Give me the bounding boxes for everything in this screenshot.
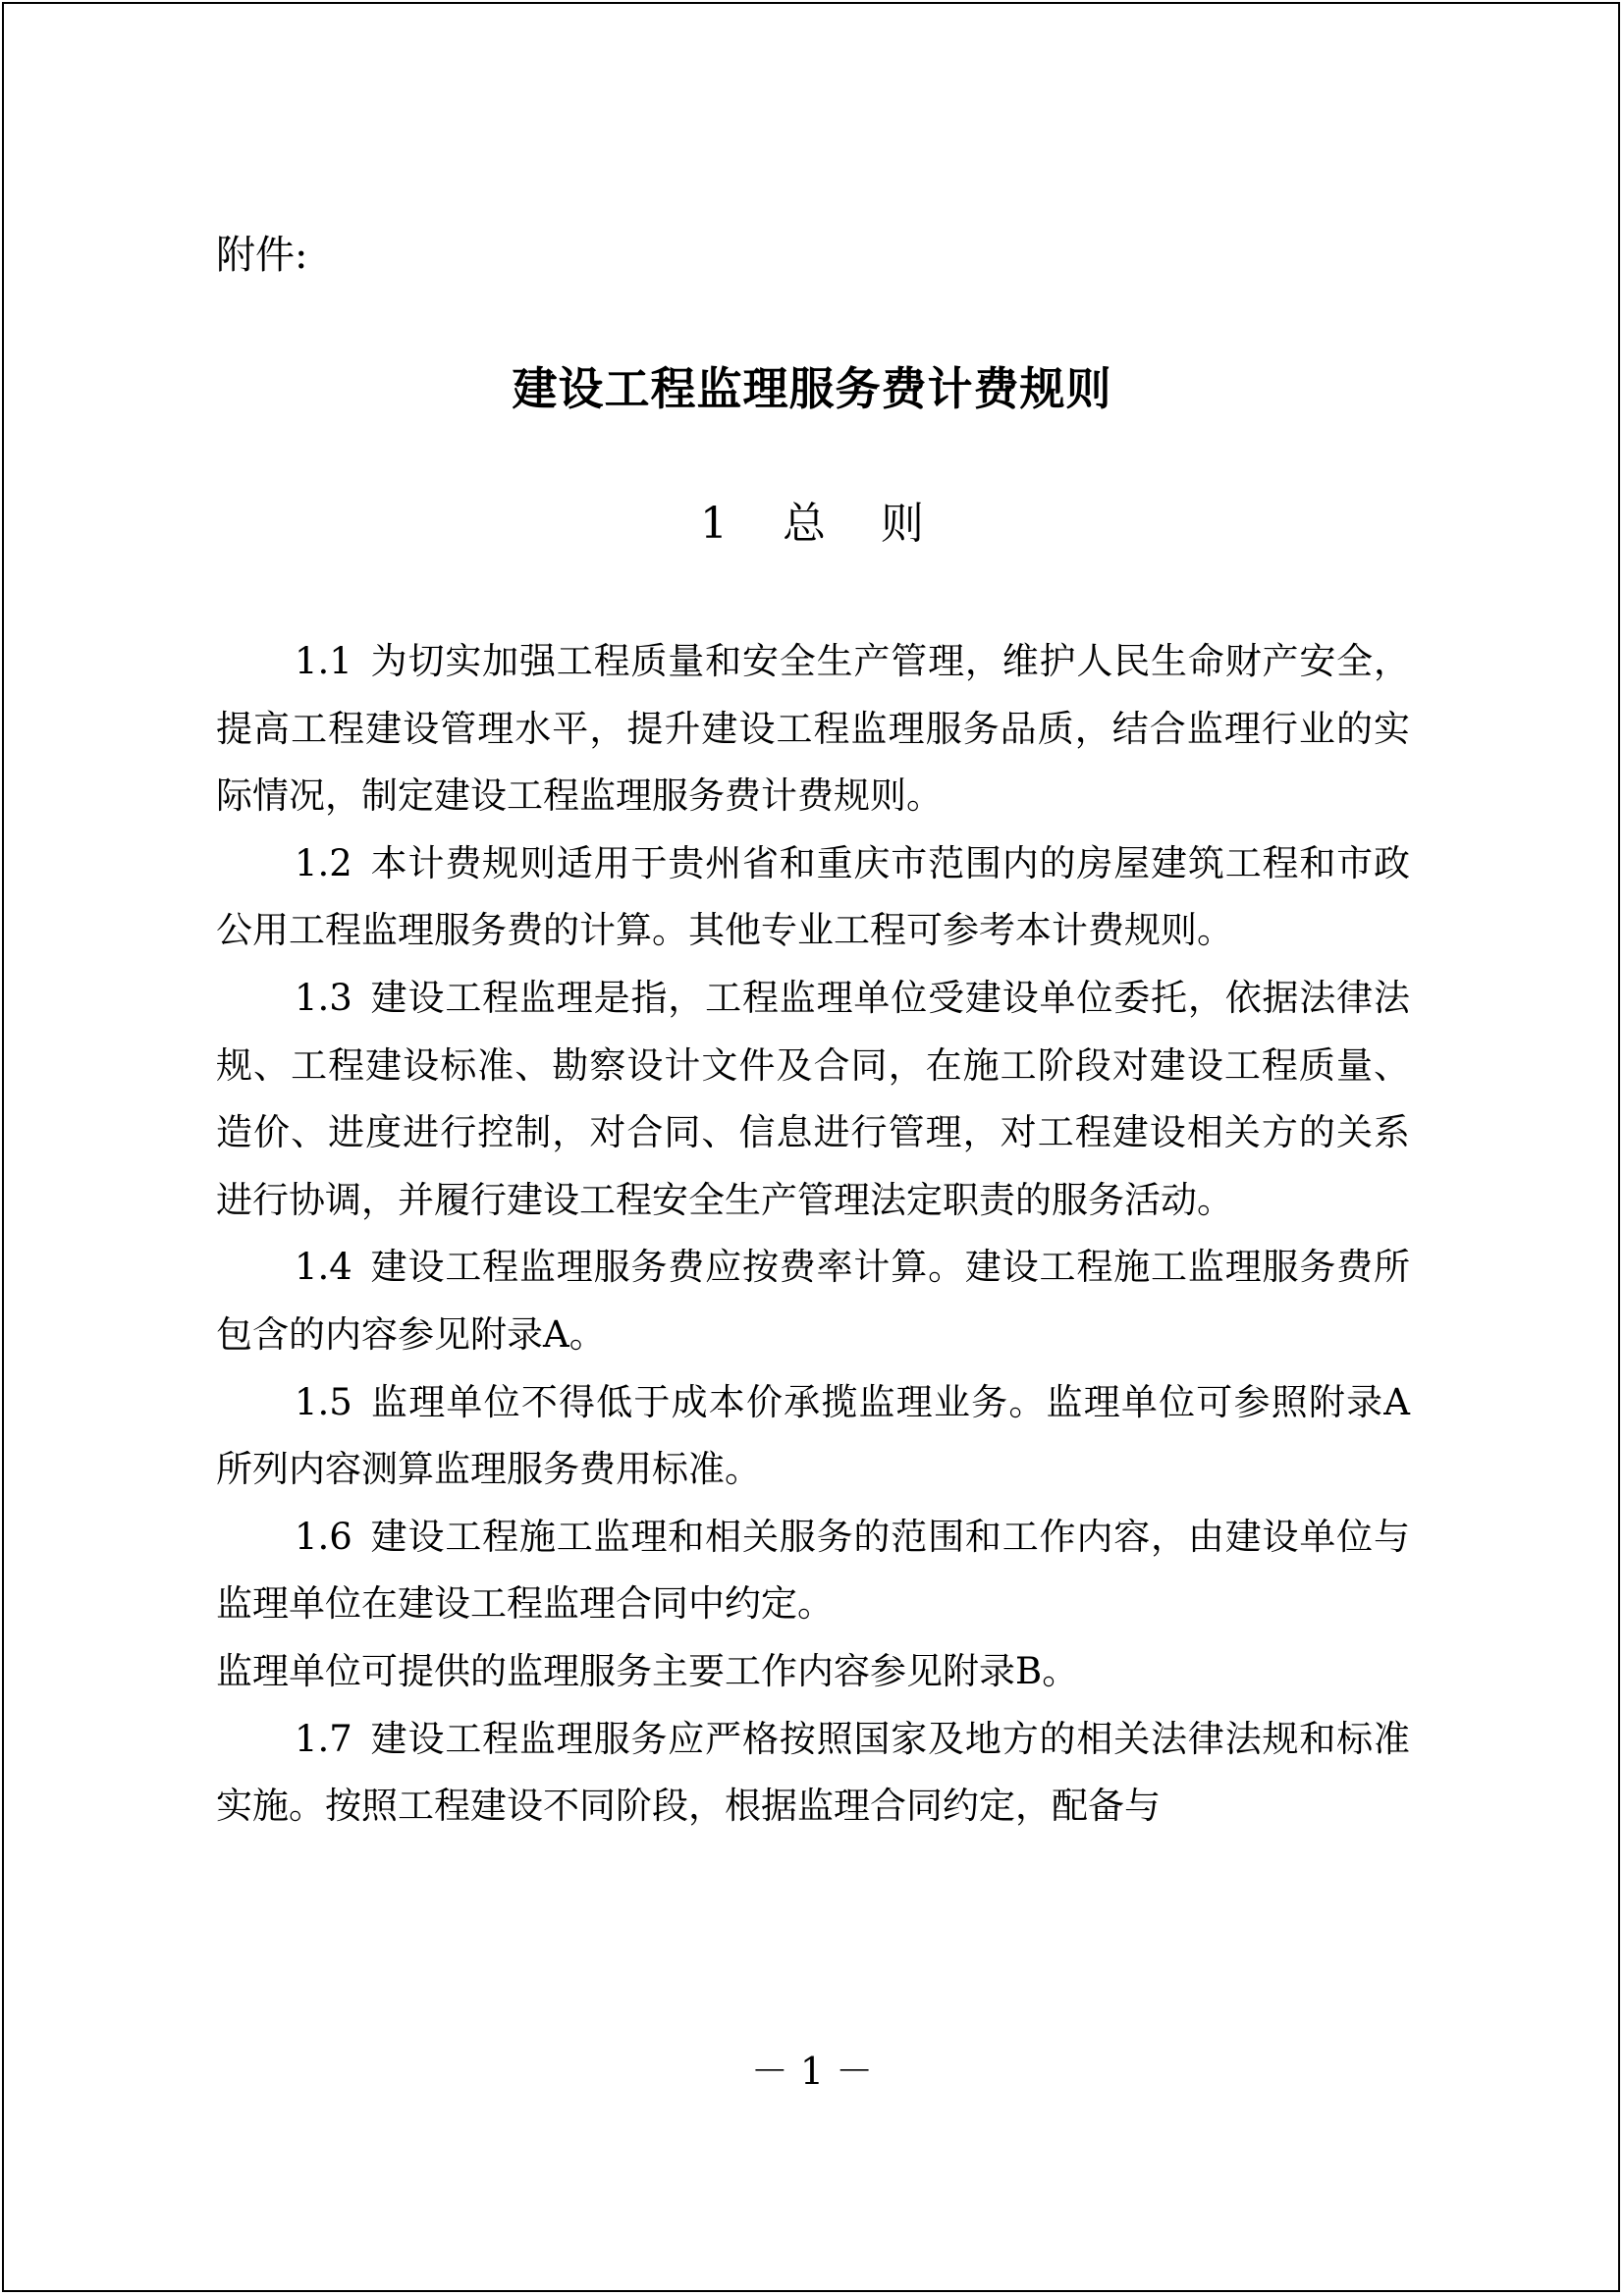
- clause-paragraph: [216, 1706, 1410, 1841]
- clause-number: 1.7: [295, 1717, 352, 1760]
- clause-number: 1.5: [295, 1380, 352, 1423]
- clause-continuation: [216, 1638, 1410, 1706]
- chapter-heading: 1 总 则: [700, 499, 924, 549]
- clause-text: 建设工程监理是指，工程监理单位受建设单位委托，依据法律法规、工程建设标准、勘察设计文件及合同，在施工阶段对建设工程质量、造价、进度进行控制，对合同、信息进行管理，对工程建设相关方的关系进行协调，并履行建设工程安全生产管理法定职责的服务活动。: [216, 976, 1410, 1221]
- page-number: － 1 －: [750, 2050, 874, 2093]
- clause-number: 1.2: [295, 841, 352, 884]
- clause-paragraph: [216, 830, 1410, 965]
- clause-paragraph: [216, 1504, 1410, 1638]
- clause-number: 1.3: [295, 976, 352, 1019]
- document-title: 建设工程监理服务费计费规则: [512, 362, 1112, 415]
- clause-text: 本计费规则适用于贵州省和重庆市范围内的房屋建筑工程和市政公用工程监理服务费的计算。其他专业工程可参考本计费规则。: [216, 841, 1410, 952]
- clause-paragraph: [216, 628, 1410, 830]
- clause-number: 1.4: [295, 1246, 352, 1289]
- clause-paragraph: [216, 1369, 1410, 1504]
- body-text: [216, 628, 1410, 1841]
- clause-paragraph: [216, 1234, 1410, 1368]
- clause-number: 1.1: [295, 640, 352, 682]
- attachment-label: 附件:: [216, 233, 308, 278]
- clause-text: 建设工程施工监理和相关服务的范围和工作内容，由建设单位与监理单位在建设工程监理合同中约定。: [216, 1515, 1410, 1626]
- clause-text: 建设工程监理服务费应按费率计算。建设工程施工监理服务费所包含的内容参见附录A。: [216, 1246, 1410, 1356]
- clause-paragraph: [216, 965, 1410, 1234]
- clause-number: 1.6: [295, 1515, 352, 1558]
- clause-text: 为切实加强工程质量和安全生产管理，维护人民生命财产安全，提高工程建设管理水平，提升建设工程监理服务品质，结合监理行业的实际情况，制定建设工程监理服务费计费规则。: [216, 640, 1410, 818]
- clause-text: 监理单位可提供的监理服务主要工作内容参见附录B。: [216, 1649, 1079, 1692]
- clause-text: 建设工程监理服务应严格按照国家及地方的相关法律法规和标准实施。按照工程建设不同阶段，根据监理合同约定，配备与: [216, 1717, 1410, 1828]
- clause-text: 监理单位不得低于成本价承揽监理业务。监理单位可参照附录A所列内容测算监理服务费用标准。: [216, 1380, 1410, 1491]
